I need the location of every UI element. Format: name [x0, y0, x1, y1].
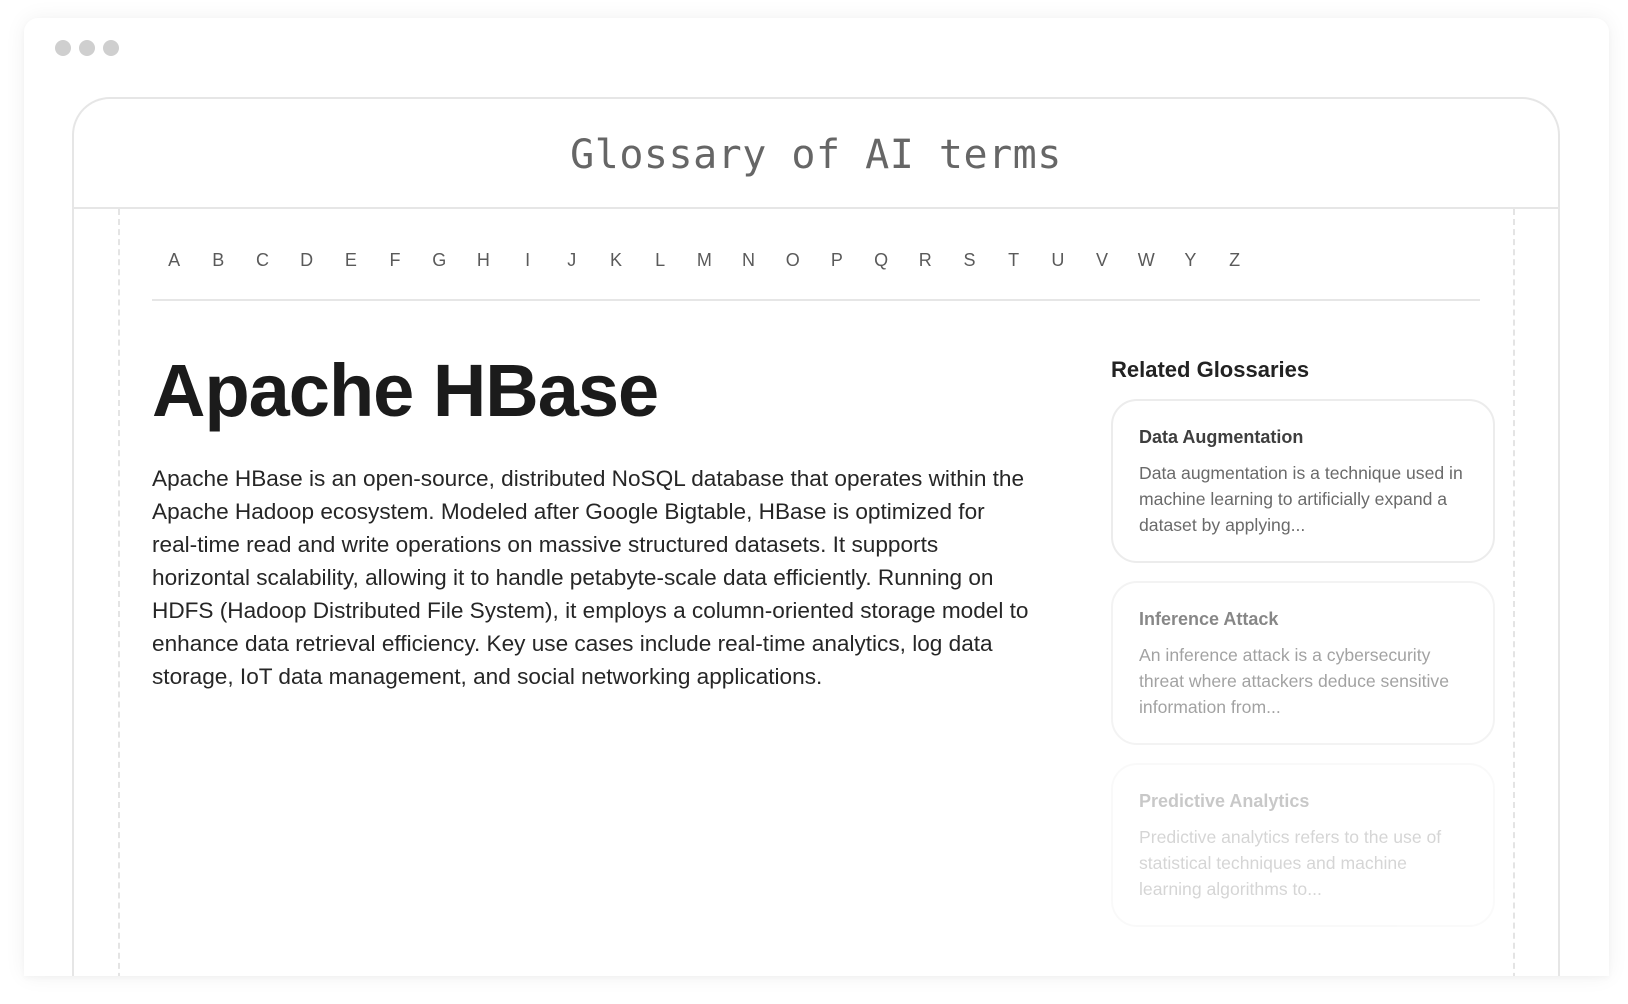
term-description: Apache HBase is an open-source, distributed NoSQL database that operates within the Apache Hadoop ecosystem. Modeled after Google Bigtable, HBase is optimized for real-time read and write operations on massive structured datasets. It supports horizontal scalability, allowing it to handle petabyte-scale data efficiently. Running on HDFS (Hadoop Distributed File System), it employs a column-oriented storage model to enhance data retrieval efficiency. Key use cases include real-time analytics, log data storage, IoT data management, and social networking applications.	[152, 466, 1029, 689]
term-content	[152, 349, 1052, 693]
letter-link-n[interactable]: N	[742, 250, 756, 270]
related-card[interactable]	[1111, 763, 1495, 927]
related-card-excerpt: Predictive analytics refers to the use of statistical techniques and machine learning algorithms to...	[1139, 827, 1442, 899]
window-controls	[55, 40, 119, 56]
window-dot-icon[interactable]	[103, 40, 119, 56]
letter-link-g[interactable]: G	[432, 250, 447, 270]
letter-link-i[interactable]: I	[525, 250, 531, 270]
guide-line-right	[1513, 209, 1515, 976]
page-header	[74, 99, 1558, 209]
letter-link-h[interactable]: H	[476, 250, 490, 270]
term-title: Apache HBase	[152, 349, 659, 432]
window-dot-icon[interactable]	[55, 40, 71, 56]
letter-link-q[interactable]: Q	[874, 250, 889, 270]
letter-link-o[interactable]: O	[785, 250, 800, 270]
page-title: Glossary of AI terms	[570, 132, 1062, 178]
letter-link-t[interactable]: T	[1008, 250, 1020, 270]
letter-link-y[interactable]: Y	[1184, 250, 1197, 270]
letter-link-j[interactable]: J	[567, 250, 577, 270]
related-glossaries	[1111, 357, 1495, 945]
letter-link-s[interactable]: S	[963, 250, 976, 270]
letter-link-a[interactable]: A	[168, 250, 181, 270]
guide-line-left	[118, 209, 120, 976]
letter-link-z[interactable]: Z	[1229, 250, 1241, 270]
related-card[interactable]	[1111, 399, 1495, 563]
letter-link-r[interactable]: R	[918, 250, 932, 270]
letter-link-c[interactable]: C	[255, 250, 269, 270]
related-card-title: Inference Attack	[1139, 609, 1279, 629]
letter-link-e[interactable]: E	[344, 250, 357, 270]
alphabet-nav	[152, 249, 1480, 301]
letter-link-b[interactable]: B	[212, 250, 225, 270]
window-dot-icon[interactable]	[79, 40, 95, 56]
letter-link-v[interactable]: V	[1096, 250, 1109, 270]
glossary-panel	[72, 97, 1560, 976]
browser-window	[24, 18, 1609, 976]
letter-link-f[interactable]: F	[389, 250, 401, 270]
letter-link-p[interactable]: P	[830, 250, 843, 270]
related-heading: Related Glossaries	[1111, 357, 1310, 382]
letter-link-l[interactable]: L	[655, 250, 666, 270]
related-card-title: Predictive Analytics	[1139, 791, 1310, 811]
letter-link-u[interactable]: U	[1051, 250, 1065, 270]
related-card-excerpt: An inference attack is a cybersecurity threat where attackers deduce sensitive information from...	[1139, 645, 1450, 717]
letter-link-m[interactable]: M	[696, 250, 712, 270]
letter-link-k[interactable]: K	[609, 250, 622, 270]
letter-link-w[interactable]: W	[1137, 250, 1155, 270]
related-card-excerpt: Data augmentation is a technique used in machine learning to artificially expand a dataset by applying...	[1139, 463, 1463, 535]
related-card[interactable]	[1111, 581, 1495, 745]
related-card-title: Data Augmentation	[1139, 427, 1304, 447]
letter-link-d[interactable]: D	[300, 250, 314, 270]
